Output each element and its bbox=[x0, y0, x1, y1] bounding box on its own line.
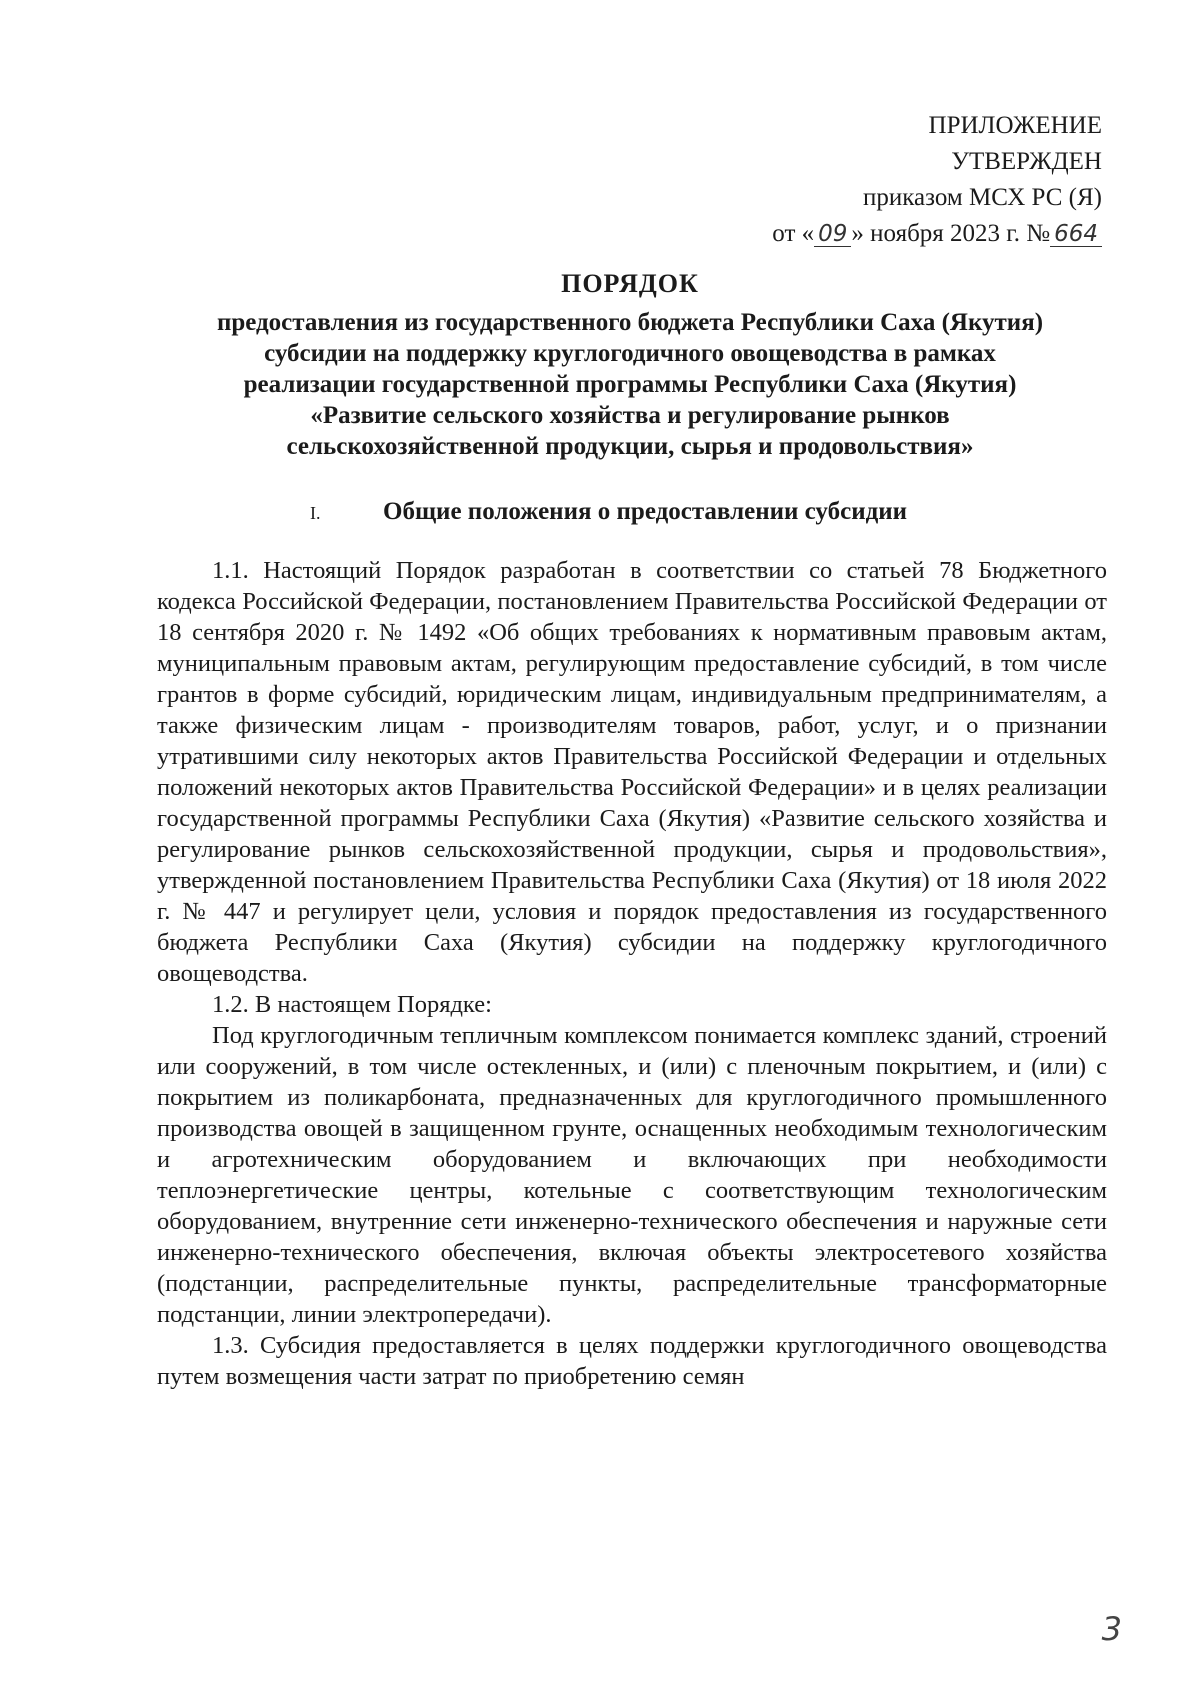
date-month-year: » ноября 2023 г. № bbox=[851, 220, 1051, 247]
paragraph-definition: Под круглогодичным тепличным комплексом понимается комплекс зданий, строений или сооружений, в том числе остекленных, и (или) с пленочным покрытием, и (или) с покрытием из поликарбоната, предназначенных для круглогодичного промышленного производства овощей в защищенном грунте, оснащенных необходимым технологическим и агротехническим оборудованием и включающих при необходимости теплоэнергетические центры, котельные с соответствующим технологическим оборудованием, внутренние сети инженерно-технического обеспечения и наружные сети инженерно-технического обеспечения, включая объекты электросетевого хозяйства (подстанции, распределительные пункты, распределительные трансформаторные подстанции, линии электропередачи). bbox=[157, 1022, 1107, 1328]
section-number: I. bbox=[310, 503, 321, 523]
handwritten-order-number: 664 bbox=[1050, 222, 1102, 247]
approval-stamp bbox=[772, 108, 1102, 252]
approval-date-line bbox=[772, 216, 1102, 252]
title-line-3: реализации государственной программы Республики Саха (Якутия) bbox=[243, 371, 1017, 398]
paragraph-1-2: 1.2. В настоящем Порядке: bbox=[212, 991, 492, 1018]
title-line-4: «Развитие сельского хозяйства и регулирование рынков bbox=[310, 402, 950, 429]
handwritten-day: 09 bbox=[814, 222, 851, 247]
paragraph-1-3: 1.3. Субсидия предоставляется в целях поддержки круглогодичного овощеводства путем возмещения части затрат по приобретению семян bbox=[157, 1332, 1107, 1390]
date-prefix: от « bbox=[772, 220, 815, 247]
approval-line-appendix: ПРИЛОЖЕНИЕ bbox=[928, 112, 1102, 139]
body-text bbox=[157, 555, 1107, 1392]
paragraph-1-1: 1.1. Настоящий Порядок разработан в соответствии со статьей 78 Бюджетного кодекса Российской Федерации, постановлением Правительства Российской Федерации от 18 сентября 2020 г. № 1492 «Об общих требованиях к нормативным правовым актам, муниципальным правовым актам, регулирующим предоставление субсидий, в том числе грантов в форме субсидий, юридическим лицам, индивидуальным предпринимателям, а также физическим лицам - производителям товаров, работ, услуг, и о признании утратившими силу некоторых актов Правительства Российской Федерации и отдельных положений некоторых актов Правительства Российской Федерации» и в целях реализации государственной программы Республики Саха (Якутия) «Развитие сельского хозяйства и регулирование рынков сельскохозяйственной продукции, сырья и продовольствия», утвержденной постановлением Правительства Республики Саха (Якутия) от 18 июля 2022 г. № 447 и регулирует цели, условия и порядок предоставления из государственного бюджета Республики Саха (Якутия) субсидии на поддержку круглогодичного овощеводства. bbox=[157, 557, 1107, 987]
handwritten-page-number: 3 bbox=[1101, 1610, 1122, 1648]
document-title bbox=[150, 268, 1110, 462]
title-line-5: сельскохозяйственной продукции, сырья и продовольствия» bbox=[286, 433, 974, 460]
title-line-1: предоставления из государственного бюджета Республики Саха (Якутия) bbox=[216, 309, 1044, 336]
approval-line-order: приказом МСХ РС (Я) bbox=[863, 184, 1102, 211]
section-title: Общие положения о предоставлении субсидии bbox=[383, 498, 908, 525]
approval-line-approved: УТВЕРЖДЕН bbox=[951, 148, 1102, 175]
title-main: ПОРЯДОК bbox=[561, 269, 699, 298]
section-heading bbox=[310, 497, 907, 528]
title-line-2: субсидии на поддержку круглогодичного овощеводства в рамках bbox=[264, 340, 996, 367]
